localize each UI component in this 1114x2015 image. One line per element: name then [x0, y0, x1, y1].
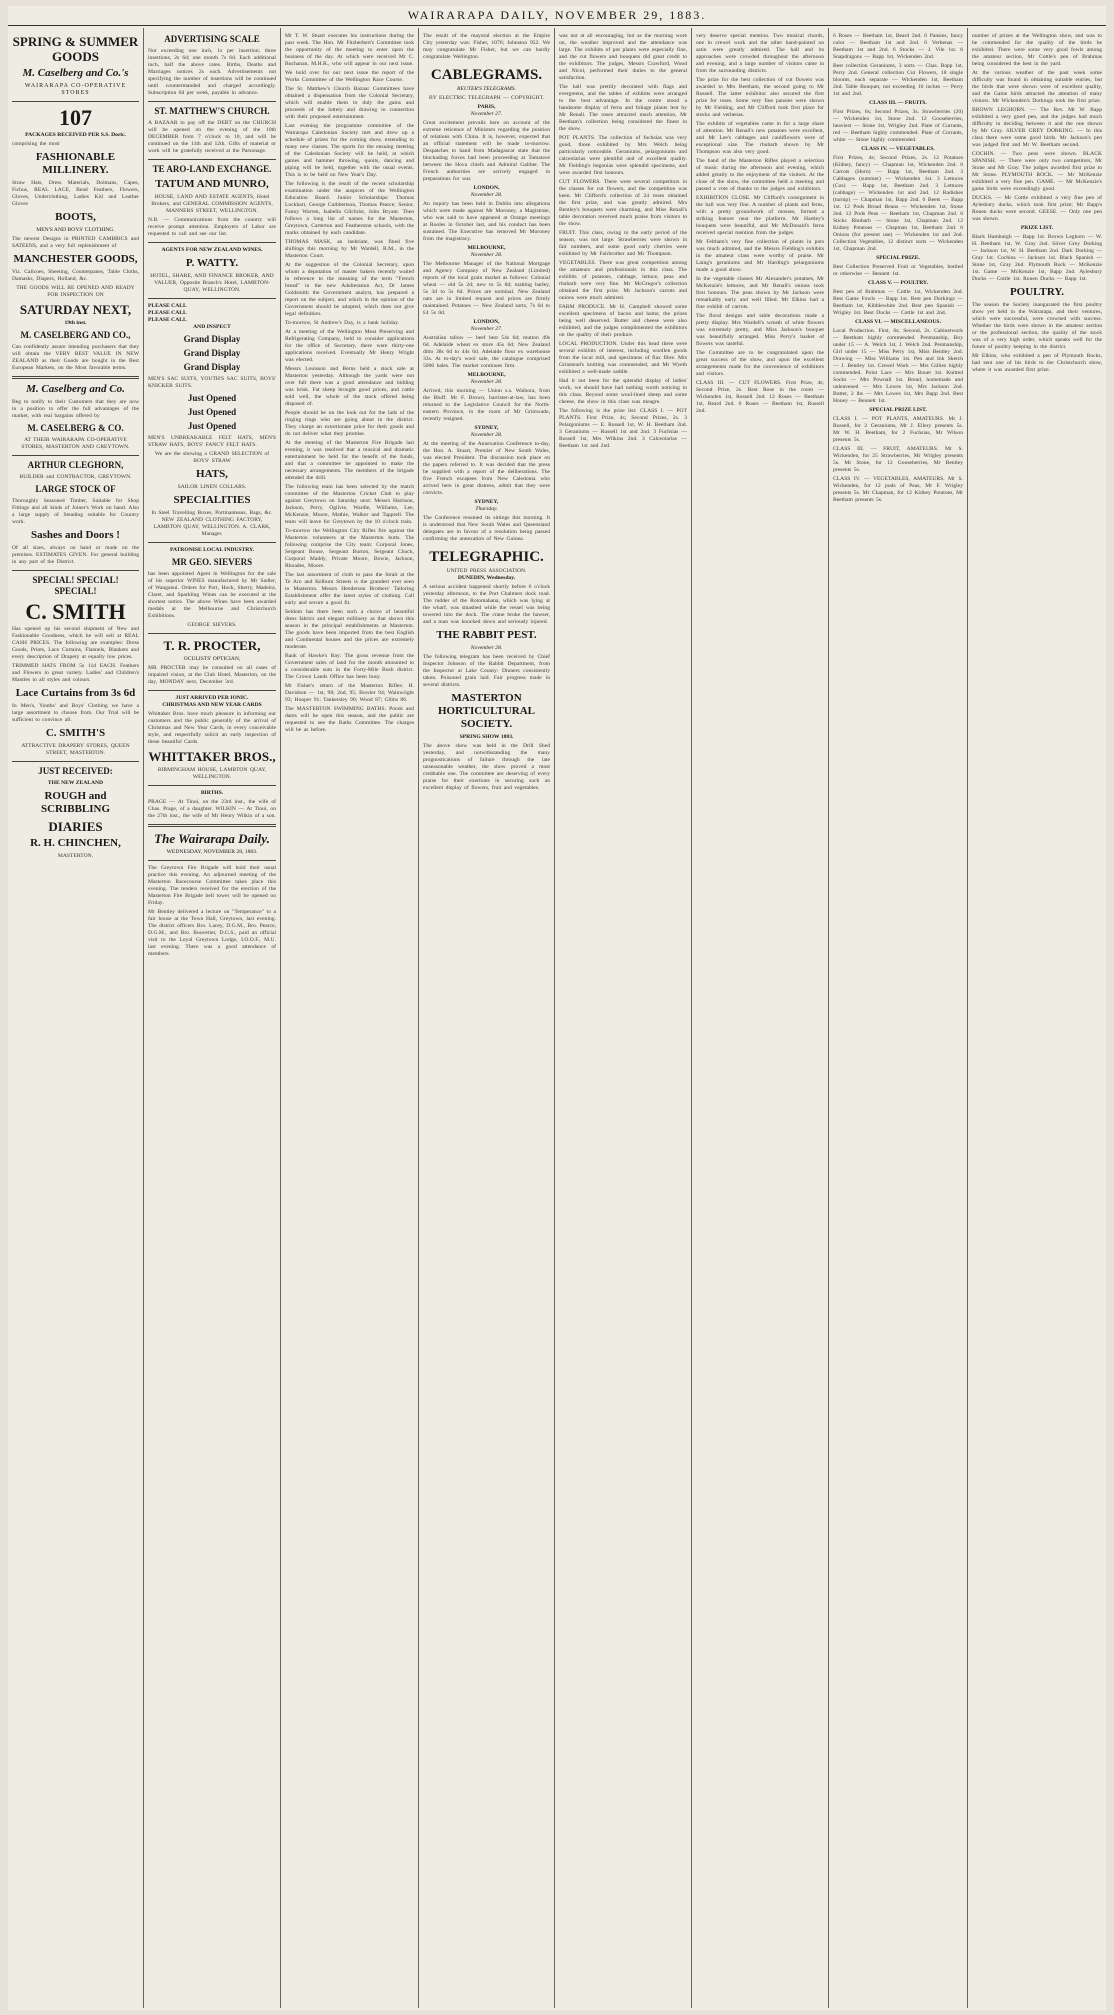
column-8: number of prizes at the Wellington show, and was to be commended for the quality of the birds he exhibited. There were some very good fowls among the amateur section, Mr Cottle's pen of Brahmas being considered the best in the yard. At the various weather of the past week some difficulty was found in obtaining suitable entries, but the birds that were shown were of excellent quality, and the Game birds attracted the attention of many visitors. Mr Wickenden's Dorkings took the first prize. BROWN LEGHORN. — The Rev. Mr W. Bapp exhibited a very good pen, and the judges had much difficulty in deciding between it and the one shown by Mr Gray. SILVER GREY DORKING. — In this class there were some good birds. Mr Jackson's pen was judged first and Mr W. Beetham second. COCHIN. — Two pens were shown. BLACK SPANISH. — There were only two competitors, Mr Stone and Mr Gray. The judges awarded first prize to Mr Stone. PLYMOUTH ROCK. — Mr McKenzie exhibited a very fine pen. GAME. — Mr McKenzie's game birds were exceedingly good. DUCKS. — Mr Cottle exhibited a very fine pen of Aylesbury ducks, which took first prize; Mr Bapp's Rouen ducks were second. GEESE. — Only one pen was shown. PRIZE LIST. Black Hamburgh — Bapp 1st. Brown Leghorn — W. H. Beetham 1st, W. Gray 2nd. Silver Grey Dorking — Jackson 1st, W. H. Beetham 2nd. Dark Dorking — Gray 1st. Cochins — Jackson 1st. Black Spanish — Stone 1st, Gray 2nd. Plymouth Rock — McKenzie 1st. Game — McKenzie 1st, Bapp 2nd. Aylesbury Ducks — Cottle 1st. Rouen Ducks — Bapp 1st. POULTRY. The season the Society inaugurated the first poultry show yet held in the Wairarapa, and their ventures, which were successful, were crowned with success. Whether the birds were shown in the amateur section or the professional section, the quality of the stock was of a very high order, which speaks well for the future of poultry keeping in the district. Mr Elkins, who exhibited a pen of Plymouth Rocks, had sent one of his birds to the Christchurch show, where it was awarded first prize. [972, 33, 1102, 373]
tatum-heading: TATUM AND MUNRO, [155, 178, 269, 190]
hats-heading: HATS, [196, 468, 228, 480]
firm-heading-1: M. CASELBERG AND CO., [20, 330, 131, 340]
daily-title: The Wairarapa Daily. [154, 831, 270, 846]
show-heading: SPRING SHOW 1883. [459, 734, 514, 740]
saturday-date: 19th inst. [64, 320, 87, 326]
daily-date: WEDNESDAY, NOVEMBER 28, 1883. [166, 849, 258, 855]
packages-number: 107 [59, 105, 92, 130]
column-3: Mr T. W. Stuart executes his instructions during the past week. The Hon. Mr Fitzherbert's Committee took the opportunity of the meeting to enter upon the business of the day. At which were received Mr C. Buchanan, M.H.R., who will appear in our next issue. We hold over for our next issue the report of the Works Committee of the Wellington Race Course. The St. Matthew's Church Bazaar Committees have obtained a dispensation from the Colonial Secretary, which will enable them to duly the gains and proceeds of the lottery and drawing in connection with their proposed entertainment. Last evening the programme committee of the Wairarapa Caledonian Society met and drew up a schedule of prizes for the coming show, extending to many new classes. The sports for the ensuing meeting of the Caledonian Society will be held, at which games and hammer throwing, quoits, dancing and piping will be held, together with the usual events. This is to be held on New Year's Day. The following is the result of the recent scholarship examination under the auspices of the Wellington Education Board. Junior Scholarships: Thomas Lockhart, George Cuthbertson, Thomas Pearce; Senior, Fanny Warren, Isabella Gilchrist, John Bryant. Then follows a long list of names for the Masterton, Greytown, Carterton and Featherston schools, with the marks obtained by each candidate. THOMAS MASK, an inebriate, was fined five shillings this morning by Mr Wardell, R.M., in the Masterton Court. At the suggestion of the Colonial Secretary, upon whom a deputation of master bakers recently waited in reference to the meaning of the term "French bread" in the new Adulteration Act, Dr James Goldsmith the Government analyst, has prepared a report on the subject, and which in the opinion of the Government should be adopted, which does not give legal definition. To-morrow, St Andrew's Day, is a bank holiday. At a meeting of the Wellington Meat Preserving and Refrigerating Company, held to consider applications for the office of Secretary, there were thirty-one applications received. Eventually Mr Henry Wright was elected. Messrs Louisson and Berns held a stock sale at Masterton yesterday. Although the yards were not over full there was a good attendance and bidding was brisk. Fat sheep brought good prices, and cattle sold well, the whole of the stock offered being disposed of. People should be on the look out for the lads of the ringing rings who are going about in the district. They charge an extortionate price for their goods and do not deliver what they promise. At the meeting of the Masterton Fire Brigade last evening, it was resolved that a musical and dramatic entertainment be held for the benefit of the funds, and that a committee be appointed to make the necessary arrangements. The members of the brigade attended the drill. The following team has been selected by the match committee of the Masterton Cricket Club to play against Greytown on Saturday next: Messrs Harrison, Jackson, Perry, Ogilvie, Wardle, Williams, Lee, McKenzie, Moore, Mathie, Walker and Tapprell. The team will leave for Greytown by the 10 o'clock train. To-morrow the Wellington City Rifles fire against the Masterton volunteers at the Masterton butts. The following comprise the City team: Corporal Jones, Sergeant Bouse, Sergeant Burton, Sergeant Chuck, Corporal Maddy, Private Moore, Bowie, Jackson, Rhoades, Moore. The last assortment of cloth to pass the Strait at the Te Aro and Kelburn Streets is the grandest ever seen in Masterton. Messrs Henderson Brothers' Tailoring Establishment offer the latest styles of clothing. Call early and secure a good fit. Seldom has there been such a choice of beautiful dress fabrics and elegant millinery as that shown this season in the principal establishments at Masterton. The goods have been imported from the best English and Continental houses and the prices are extremely moderate. Bank of Hawke's Bay: The gross revenue from the Government sales of land for the month amounted to a considerable sum in the Forty-Mile Bush district. The Crown Lands Office has been busy. Mr Fisher's return of the Masterton Rifles: H. Davidson — 1st, 98; 2nd, 95; Bowler 94; Wainwright 93; Hooper 91; Tankersley 90; Wood 87; Gibbs 86. The MASTERTON SWIMMING BATHS. Ponds and dams will be open this season, and the public are requested to see the Baths Committee. The charges will be as before. [281, 28, 419, 2008]
column-6: very deserve special mention. Two musical chords, one in crewel work and the other hand-painted on satin were greatly admired. The hall and its approaches were crowded throughout the afternoon and evening, and a large number of visitors came in from the surrounding districts. The prize for the best collection of cut flowers was awarded to Mrs Beetham, the second going to Mr Russell. The latter exhibitor also secured the first prize for roses. Some very fine pansies were shown by Mr Fielding, and Mr Clifford took first place for stocks and verbenas. The exhibits of vegetables came in for a large share of attention. Mr Renall's new potatoes were excellent, and Mr Lee's cabbages and cauliflowers were of exceptional size. The rhubarb shown by Mr Thompson was also very good. The band of the Masterton Rifles played a selection of music during the afternoon and evening, which added greatly to the enjoyment of the visitors. At the close of the show, the committee held a meeting and passed a vote of thanks to the judges and exhibitors. EXHIBITION CLOSE. Mr Clifford's consignment in the hall was very fine. A number of plants and ferns, with a pretty groundwork of mosses, formed a striking feature near the platform. Mr Hartley's bouquets were beautiful, and Mr McDonald's ferns received special mention from the judges. Mr Feltham's very fine collection of plants in pots was much admired, and the Messrs Fielding's exhibits in the amateur class were worthy of praise. Mr Laing's geraniums and Mr Harding's pelargoniums made a good show. In the vegetable classes Mr Alexander's potatoes, Mr McKenzie's lettuces, and Mr Renall's onions took first honours. The peas shown by Mr Jackson were remarkably early and well filled. Mr Elkins had a fine exhibit of carrots. The floral designs and table decorations made a pretty display. Mrs Wardell's wreath of white flowers was extremely pretty, and Miss Jackson's bouquet was beautifully arranged. Miss Perry's basket of flowers was tasteful. The Committee are to be congratulated upon the great success of the show, and upon the excellent arrangements made for the convenience of exhibitors and visitors. CLASS III. — CUT FLOWERS. First Prize, 4s; Second Prize, 2s. Best Rose in the room — Wickenden 1st, Russell 2nd. 12 Roses — Beetham 1st, Beard 2nd. 6 Roses — Beetham 1st, Russell 2nd. [692, 28, 829, 2008]
chinchen-heading: R. H. CHINCHEN, [30, 837, 121, 849]
sievers-heading: MR GEO. SIEVERS [171, 557, 253, 567]
inspect-line: AND INSPECT [193, 324, 231, 330]
column-4: The result of the mayoral election at the Empire City yesterday was: Fisher, 1076; Johnston 952. We may congratulate Mr Fisher, but we can hardly congratulate Wellington. CABLEGRAMS. REUTER'S TELEGRAMS. BY ELECTRIC TELEGRAPH — COPYRIGHT. PARIS, November 27. Great excitement prevails here on account of the extreme reticence of Ministers regarding the position of relations with China. It is, however, expected that an official statement will be made to-morrow. Despatches to hand from Madagascar state that the blockading forces had been proceeding at Tamatave between the Hova chiefs and Admiral Galiber. The French authorities are actively engaged in preparations for war. LONDON, November 28. An inquiry has been held in Dublin into allegations which were made against Mr Moroney, a Magistrate, who was said to have appeared at Orange meetings at Rooles in October last, and his conduct has been sustained. The Executive has removed Mr Moroney from the magistracy. MELBOURNE, November 28. The Melbourne Manager of the National Mortgage and Agency Company of New Zealand (Limited) reports of the local grain market as follows: Colonial wheat — old 5s 2d; new to 5s 8d; malting barley, 5s 3d to 5s 6d. Prices are nominal. New Zealand oats are in limited request and prices are firmly maintained. Potatoes — New Zealand sorts, 7s 6d to £4 5s 0d. LONDON, November 27. Australian tallow — beef best 54s 6d; mutton 49s 6d. Adelaide wheat ex store 45s 6d; New Zealand ditto 38s 6d to 44s 6d. Adelaide flour ex warehouse 33s. At to-day's wool sale, the catalogue comprised 5000 bales. The market continues firm. MELBOURNE, November 28. Arrived, this morning — Union s.s. Waihora, from the Bluff. Mr F. Brown, barrister-at-law, has been returned to the Legislative Council for the North-eastern Province, in the room of Mr Grimwade, recently resigned. SYDNEY, November 28. At the meeting of the Annexation Conference to-day, the Hon. A. Stuart, Premier of New South Wales, was elected President. The discussion took place on the papers referred to. It was decided that the press be supplied with a report of the deliberations. The five French escapees from New Caledonia who arrived here in great distress, admit that they were convicts. SYDNEY, Thursday. The Conference resumed its sittings this morning. It is understood that New South Wales and Queensland delegates are in favour of a resolution being passed confirming the annexation of New Guinea. TELEGRAPHIC. UNITED PRESS ASSOCIATION. DUNEDIN, Wednesday. A serious accident happened shortly before 6 o'clock yesterday afternoon, to the Port Chalmers dock road. The rudder of the Rotomahana, which was lying at the wharf, was smashed while the vessel was being towered into the dock. The crane broke the hawser, and a man was knocked down and seriously injured. THE RABBIT PEST. November 28. The following telegram has been received by Chief Inspector Johnson of the Rabbit Department, from the Inspector at Lake County: Dinners consistently taken. Poisoned grain laid. Fair progress made in several districts. MASTERTON HORTICULTURAL SOCIETY. SPRING SHOW 1883. The above show was held in the Drill Shed yesterday, and notwithstanding the many prognostications of failure through the late unseasonable weather, the show proved a most creditable one. The committee are deserving of every praise for their exertions in securing such an excellent display of flowers, fruit and vegetables. [419, 28, 555, 2008]
large-stock: LARGE STOCK OF [35, 484, 116, 494]
poultry-heading: POULTRY. [1009, 286, 1065, 298]
oculist-line: OCULISTS' OPTICIAN, [183, 656, 241, 662]
diaries-heading: DIARIES [48, 819, 103, 834]
saturday-heading: SATURDAY NEXT, [19, 302, 132, 317]
season-heading: SPRING & SUMMER GOODS [12, 34, 139, 64]
firm-for: M. Caselberg and Co.'s [22, 67, 129, 79]
aro-heading: TE ARO-LAND EXCHANGE. [152, 164, 272, 174]
nz-heading: THE NEW ZEALAND [47, 780, 104, 786]
smith-heading: C. SMITH [25, 599, 126, 624]
special-heading: SPECIAL! SPECIAL! SPECIAL! [32, 575, 119, 596]
press-line: UNITED PRESS ASSOCIATION. [446, 568, 527, 574]
lace-heading: Lace Curtains from 3s 6d [15, 687, 136, 699]
newspaper-page [8, 6, 1106, 2010]
manchester-heading: MANCHESTER GOODS, [13, 253, 138, 265]
millinery-heading: FASHIONABLE MILLINERY. [35, 151, 116, 176]
packages-text: PACKAGES RECEIVED PER S.S. Doric. [25, 132, 126, 138]
rabbit-heading: THE RABBIT PEST. [436, 629, 537, 641]
births-heading: BIRTHS. [200, 790, 224, 796]
reuters-line: REUTER'S TELEGRAMS. [457, 86, 516, 92]
whittaker-heading: WHITTAKER BROS., [148, 749, 276, 764]
firm-heading-3: M. CASELBERG & CO. [27, 423, 124, 433]
watty-heading: P. WATTY. [185, 257, 239, 269]
columns [8, 28, 1106, 2008]
smiths-heading: C. SMITH'S [45, 727, 106, 739]
patronise-heading: PATRONISE LOCAL INDUSTRY. [169, 547, 255, 553]
stores-heading: WAIRARAPA CO-OPERATIVE STORES [24, 83, 127, 96]
sashes-heading: Sashes and Doors ! [31, 529, 120, 541]
column-2: ADVERTISING SCALE Not exceeding one inch, 1s per insertion; three insertions, 2s 6d; one month 7s 6d. Each additional inch, half the above rates. Births, Deaths and Marriages notices 2s each. Advertisements not specifying the number of insertions will be continued until countermanded and charged accordingly. Subscription 6d per week, payable in advance. ST. MATTHEW'S CHURCH. A BAZAAR to pay off the DEBT on the CHURCH will be opened on the evening of the 10th DECEMBER from 7 o'clock to 10, and will be continued on the 11th and 12th. Gifts of material or work will be gratefully received at the Parsonage. TE ARO-LAND EXCHANGE. TATUM AND MUNRO, HOUSE, LAND AND ESTATE AGENTS, Hotel Brokers, and GENERAL COMMISSION AGENTS, MANNERS STREET, WELLINGTON. N.B. — Communications from the country will receive prompt attention. Employers of Labor are requested to call and see our list. AGENTS FOR NEW ZEALAND WINES. P. WATTY. HOTEL, SHARE, AND FINANCE BROKER, AND VALUER, Opposite Branch's Hotel, LAMBTON-QUAY, WELLINGTON. PLEASE CALL PLEASE CALL PLEASE CALL AND INSPECT Grand Display Grand Display Grand Display MEN'S SAC SUITS, YOUTH'S SAC SUITS, BOYS' KNICKER SUITS. Just Opened Just Opened Just Opened MEN'S UNBREAKABLE FELT HATS, MEN'S STRAW HATS, BOYS' FANCY FELT HATS. We are the showing a GRAND SELECTION of BOYS' STRAW HATS, SAILOR LINEN COLLARS. SPECIALITIES In Steel Travelling Boxes, Portmanteaus, Bags, &c. NEW ZEALAND CLOTHING FACTORY, LAMBTON QUAY, WELLINGTON. A. CLARK, Manager. PATRONISE LOCAL INDUSTRY. MR GEO. SIEVERS has been appointed Agent in Wellington for the sale of his superior WINES manufactured by Mr Sadler, of Wanganui. Orders for Port, Hock, Sherry, Madeira, Claret, and Sparkling Wines can be executed at the shortest notice. The above Wines have been awarded medals at the Melbourne and Christchurch Exhibitions. GEORGE SIEVERS. T. R. PROCTER, OCULISTS' OPTICIAN, MR PROCTER may be consulted on all cases of impaired vision, at the Club Hotel, Masterton, on the day, MONDAY next, December 3rd. JUST ARRIVED PER IONIC. CHRISTMAS AND NEW YEAR CARDS Whittaker Bros. have much pleasure in informing our customers and the public generally of the arrival of Christmas and New Year Cards, in every conceivable style, and respectfully solicit an early inspection of these beautiful Cards. WHITTAKER BROS., BIRMINGHAM HOUSE, LAMBTON QUAY, WELLINGTON. BIRTHS. PRAGE — At Tinui, on the 23rd inst., the wife of Chas. Prage, of a daughter. WILKIN — At Tinui, on the 27th inst., the wife of Mr Henry Wilkin of a son. The Wairarapa Daily. WEDNESDAY, NOVEMBER 28, 1883. The Greytown Fire Brigade will hold their usual practice this evening. An adjourned meeting of the Masterton Racecourse Committee takes place this evening. The tenders received for the erection of the Masterton Fire Brigade bell tower will be opened on Friday. Mr Bentley delivered a lecture on "Temperance" to a fair house at the Town Hall, Greytown, last evening. The district officers Bro. Lacey, D.G.M., Bro. Pearce, D.G.M., and Bro. Bouvetier, D.G.S., paid an official visit to the Loyal Greytown Lodge, I.O.O.F., M.U. last evening. There was a good attendance of members. [144, 28, 281, 2008]
arrived-heading: JUST ARRIVED PER IONIC. [175, 695, 249, 701]
telegraphic-heading: TELEGRAPHIC. [429, 549, 544, 565]
procter-heading: T. R. PROCTER, [163, 638, 261, 653]
agents-heading: AGENTS FOR NEW ZEALAND WINES. [161, 247, 263, 253]
column-5: was not at all encouraging, but as the morning wore on, the weather improved and the attendance was large. The exhibits of pot plants were especially fine, and the cut flowers and bouquets did great credit to the exhibitors. The judges, Messrs Crawford, Wood and Nicol, performed their duties to the general satisfaction. The hall was prettily decorated with flags and evergreens, and the tables of exhibits were arranged to the best advantage. In the centre stood a handsome display of ferns and foliage plants lent by Mr Renall. The roses attracted much attention, Mr Beetham's collection being considered the finest in the show. POT PLANTS. The collection of fuchsias was very good, those exhibited by Mrs Welch being particularly noticeable. Geraniums, pelargoniums and calceolarias were plentiful and of excellent quality. Mr Fielding's begonias were splendid specimens, and were awarded first honours. CUT FLOWERS. There were several competitors in the classes for cut flowers, and the competition was keen. Mr Clifford's collection of 24 roses obtained the first prize, and was greatly admired. Mrs Bentley's bouquets were charming, and Miss Renall's table decoration received much praise from visitors to the show. FRUIT. This class, owing to the early period of the season, was not large. Strawberries were shown in fair numbers, and some good early cherries were exhibited by Mr Fairbrother and Mr Thompson. VEGETABLES. There was great competition among the amateurs and professionals in this class. The exhibits of potatoes, cabbage, lettuce, peas and rhubarb were very fine. Mr McGregor's collection obtained the first prize. Mr Jackson's carrots and onions were much admired. FARM PRODUCE. Mr H. Campbell showed some excellent specimens of bacon and hams; the prizes being well deserved. Butter and cheese were also exhibited, and the judges complimented the exhibitors on the quality of their produce. LOCAL PRODUCTION. Under this head there were several exhibits of interest, including woollen goods from the local mill, and specimens of flax fibre. Mrs Grinstead's knitting was commended, and Mr Wyeth exhibited a well-made saddle. Had it not been for the splendid display of ladies' work, we should have had nothing worth noticing in this class. Beyond some wool-lined sheep and some cheese, the show in this class was meagre. The following is the prize list: CLASS I. — POT PLANTS. First Prize, 4s; Second Prizes, 2s. 3 Pelargoniums — E. Russell 1st, W. H. Beetham 2nd. 3 Geraniums — Russell 1st and 2nd. 3 Fuchsias — Russell 1st, Mrs Wilkins 2nd. 3 Calceolarias — Beetham 1st and 2nd. [555, 28, 692, 2008]
matthews-heading: ST. MATTHEW'S CHURCH. [154, 106, 270, 116]
column-1: SPRING & SUMMER GOODS M. Caselberg and Co.'s WAIRARAPA CO-OPERATIVE STORES 107 PACKAGES RECEIVED PER S.S. Doric. comprising the most FASHIONABLE MILLINERY. Straw Hats, Dress Materials, Dolmans, Capes, Fichus, REAL LACE, Bead Feathers, Flowers, Gloves, Underclothing, Ladies Kid and Leather Gloves BOOTS, MEN'S AND BOYS' CLOTHING. The newest Designs in PRINTED CAMBRICS and SATEENS, and a very full replenishment of MANCHESTER GOODS, Viz. Calicoes, Sheeting, Counterpanes, Table Cloths, Damasks, Diapers, Holland, &c. THE GOODS WILL BE OPENED AND READY FOR INSPECTION ON SATURDAY NEXT, 19th inst. M. CASELBERG AND CO., Can confidently assure intending purchasers that they will obtain the VERY BEST VALUE IN NEW ZEALAND as their Goods are bought in the Best European Markets, on the Most favorable terms. M. Caselberg and Co. Beg to notify to their Customers that they are now in a position to offer the full advantages of the market, with real bargains offered by M. CASELBERG & CO. AT THEIR WAIRARAPA CO-OPERATIVE STORES, MASTERTON AND GREYTOWN. ARTHUR CLEGHORN, BUILDER and CONTRACTOR, GREYTOWN. LARGE STOCK OF Thoroughly Seasoned Timber, Suitable for Shop Fittings and all kinds of Joiner's Work on hand. Also a large supply of Steading suitable for Country work. Sashes and Doors ! Of all sizes, always on hand or made on the premises. ESTIMATES GIVEN. For general building in any part of the District. SPECIAL! SPECIAL! SPECIAL! C. SMITH Has opened up his second shipment of New and Fashionable Goodness, which he will sell at REAL CASH PRICES. The following are examples: Dress Goods, Prints, Lace Curtains, Flannels, Blankets and every description of Drapery at equally low prices. TRIMMED HATS FROM 5s 11d EACH. Feathers and Flowers in great variety. Ladies' and Children's Mantles in all styles and colours. Lace Curtains from 3s 6d In Men's, Youths' and Boys' Clothing we have a large assortment to choose from. Our Trial will be sufficient to convince all. C. SMITH'S ATTRACTIVE DRAPERY STORES, QUEEN STREET, MASTERTON. JUST RECEIVED: THE NEW ZEALAND ROUGH and SCRIBBLING DIARIES R. H. CHINCHEN, MASTERTON. [8, 28, 144, 2008]
just-opened: Just Opened [187, 393, 237, 403]
cablegrams-heading: CABLEGRAMS. [430, 67, 543, 83]
specialities-heading: SPECIALITIES [173, 494, 251, 506]
horticultural-heading: MASTERTON HORTICULTURAL SOCIETY. [437, 692, 535, 730]
please-call: PLEASE CALL [148, 303, 187, 309]
grand-display: Grand Display [183, 334, 241, 344]
masthead-title: WAIRARAPA DAILY, NOVEMBER 29, 1883. [407, 8, 707, 22]
firm-heading-2: M. Caselberg and Co. [26, 383, 125, 395]
cleghorn-heading: ARTHUR CLEGHORN, [27, 460, 124, 470]
christmas-heading: CHRISTMAS AND NEW YEAR CARDS [162, 702, 262, 708]
advertising-heading: ADVERTISING SCALE [164, 34, 260, 44]
just-received: JUST RECEIVED: [38, 766, 113, 776]
masthead [8, 6, 1106, 26]
mens-line: MEN'S AND BOYS' CLOTHING. [36, 227, 115, 233]
rough-heading: ROUGH and SCRIBBLING [40, 790, 111, 815]
column-7: 6 Roses — Beetham 1st, Beard 2nd. 6 Pansies, fancy color — Beetham 1st and 2nd. 6 Verbenas — Beetham 1st and 2nd. 6 Stocks — J. Vile 1st. 6 Snapdragons — Bapp 1st, Wickenden 2nd. Best collection Geraniums, 3 sorts — Chas. Bapp 1st, Perry 2nd. General collection Cut Flowers, 18 single blooms, each separate — Wickenden 1st, Beetham 2nd. Table Bouquet, not exceeding 10 inches — Perry 1st and 2nd. CLASS III. — FRUITS. First Prizes, 6s; Second Prizes, 3s. Strawberries (20) — Wickenden 1st, Stone 2nd. 12 Gooseberries, heaviest — Stone 1st, Wrigley 2nd. Plate of Currants, red — Beetham highly commended. Plate of Currants, white — Stone highly commended. CLASS IV. — VEGETABLES. First Prizes, 4s; Second Prizes, 2s. 12 Potatoes (Kidney, fancy) — Chapman 1st, Wickenden 2nd. 6 Carrots (Horn) — Bapp 1st, Beetham 2nd. 3 Cabbages (summer) — Wickenden 1st. 3 Lettuces (Cos) — Bapp 1st, Beetham 2nd. 3 Lettuces (cabbage) — Wickenden 1st and 2nd. 12 Radishes (turnip) — Chapman 1st, Bapp 2nd. 6 Beets — Bapp 1st. 12 Pods Broad Beans — Wickenden 1st, Stone 2nd. 12 Pods Peas — Beetham 1st, Chapman 2nd. 6 Sticks Rhubarb — Stone 1st, Chapman 2nd. 12 Kidney Potatoes — Chapman 1st, Beetham 2nd. 6 Onions (for present use) — Wickenden 1st and 2nd. Collection Vegetables, 12 distinct sorts — Wickenden 1st, Chapman 2nd. SPECIAL PRIZE. Best Collection Preserved Fruit or Vegetables, bottled or otherwise — Bennett 1st. CLASS V. — POULTRY. Best pen of Brahmas — Cottle 1st, Wickenden 2nd. Best Game Fowls — Bapp 1st. Best pen Dorkings — Beetham 1st, Kibblewhite 2nd. Best pen Spanish — Wrigley 1st. Best Ducks — Cottle 1st and 2nd. CLASS VI. — MISCELLANEOUS. Local Production. First, 6s; Second, 2s. Cabinetwork — Beetham highly commended. Penmanship, Boy under 15 — A. Welch 1st, J. Welch 2nd. Penmanship, Girl under 15 — Miss Perry 1st, Miss Bentley 2nd. Drawing — Miss Williams 1st. Pen and Ink Sketch — J. Bentley 1st. Crewel Work — Mrs Gillies highly commended. Point Lace — Mrs Bouet 1st. Knitted Socks — Mrs Pownall 1st. Bread, homemade and unleavened — Mrs Lowes 1st, Mrs Jackson 2nd. Butter, 2 lbs — Mrs Lowes 1st, Mrs Bapp 2nd. Best Honey — Bennett 1st. SPECIAL PRIZE LIST. CLASS I. — POT PLANTS, AMATEURS. Mr J. Russell, for 2 Geraniums, Mr J. Ellery presents 5s. Mr W. H. Beetham, for 2 Fuchsias, Mr Wilson presents 5s. CLASS III. — FRUIT, AMATEURS. Mr S. Wickenden, for 25 Strawberries, Mr Wrigley presents 5s. Mr Stone, for 12 Gooseberries, Mr Bentley presents 5s. CLASS IV. — VEGETABLES, AMATEURS. Mr S. Wickenden, for 12 pods of Peas, Mr F. Wrigley presents 5s. Mr Chapman, for 12 Kidney Potatoes, Mr Beetham presents 5s. [829, 28, 968, 2008]
boots-heading: BOOTS, [55, 211, 96, 223]
